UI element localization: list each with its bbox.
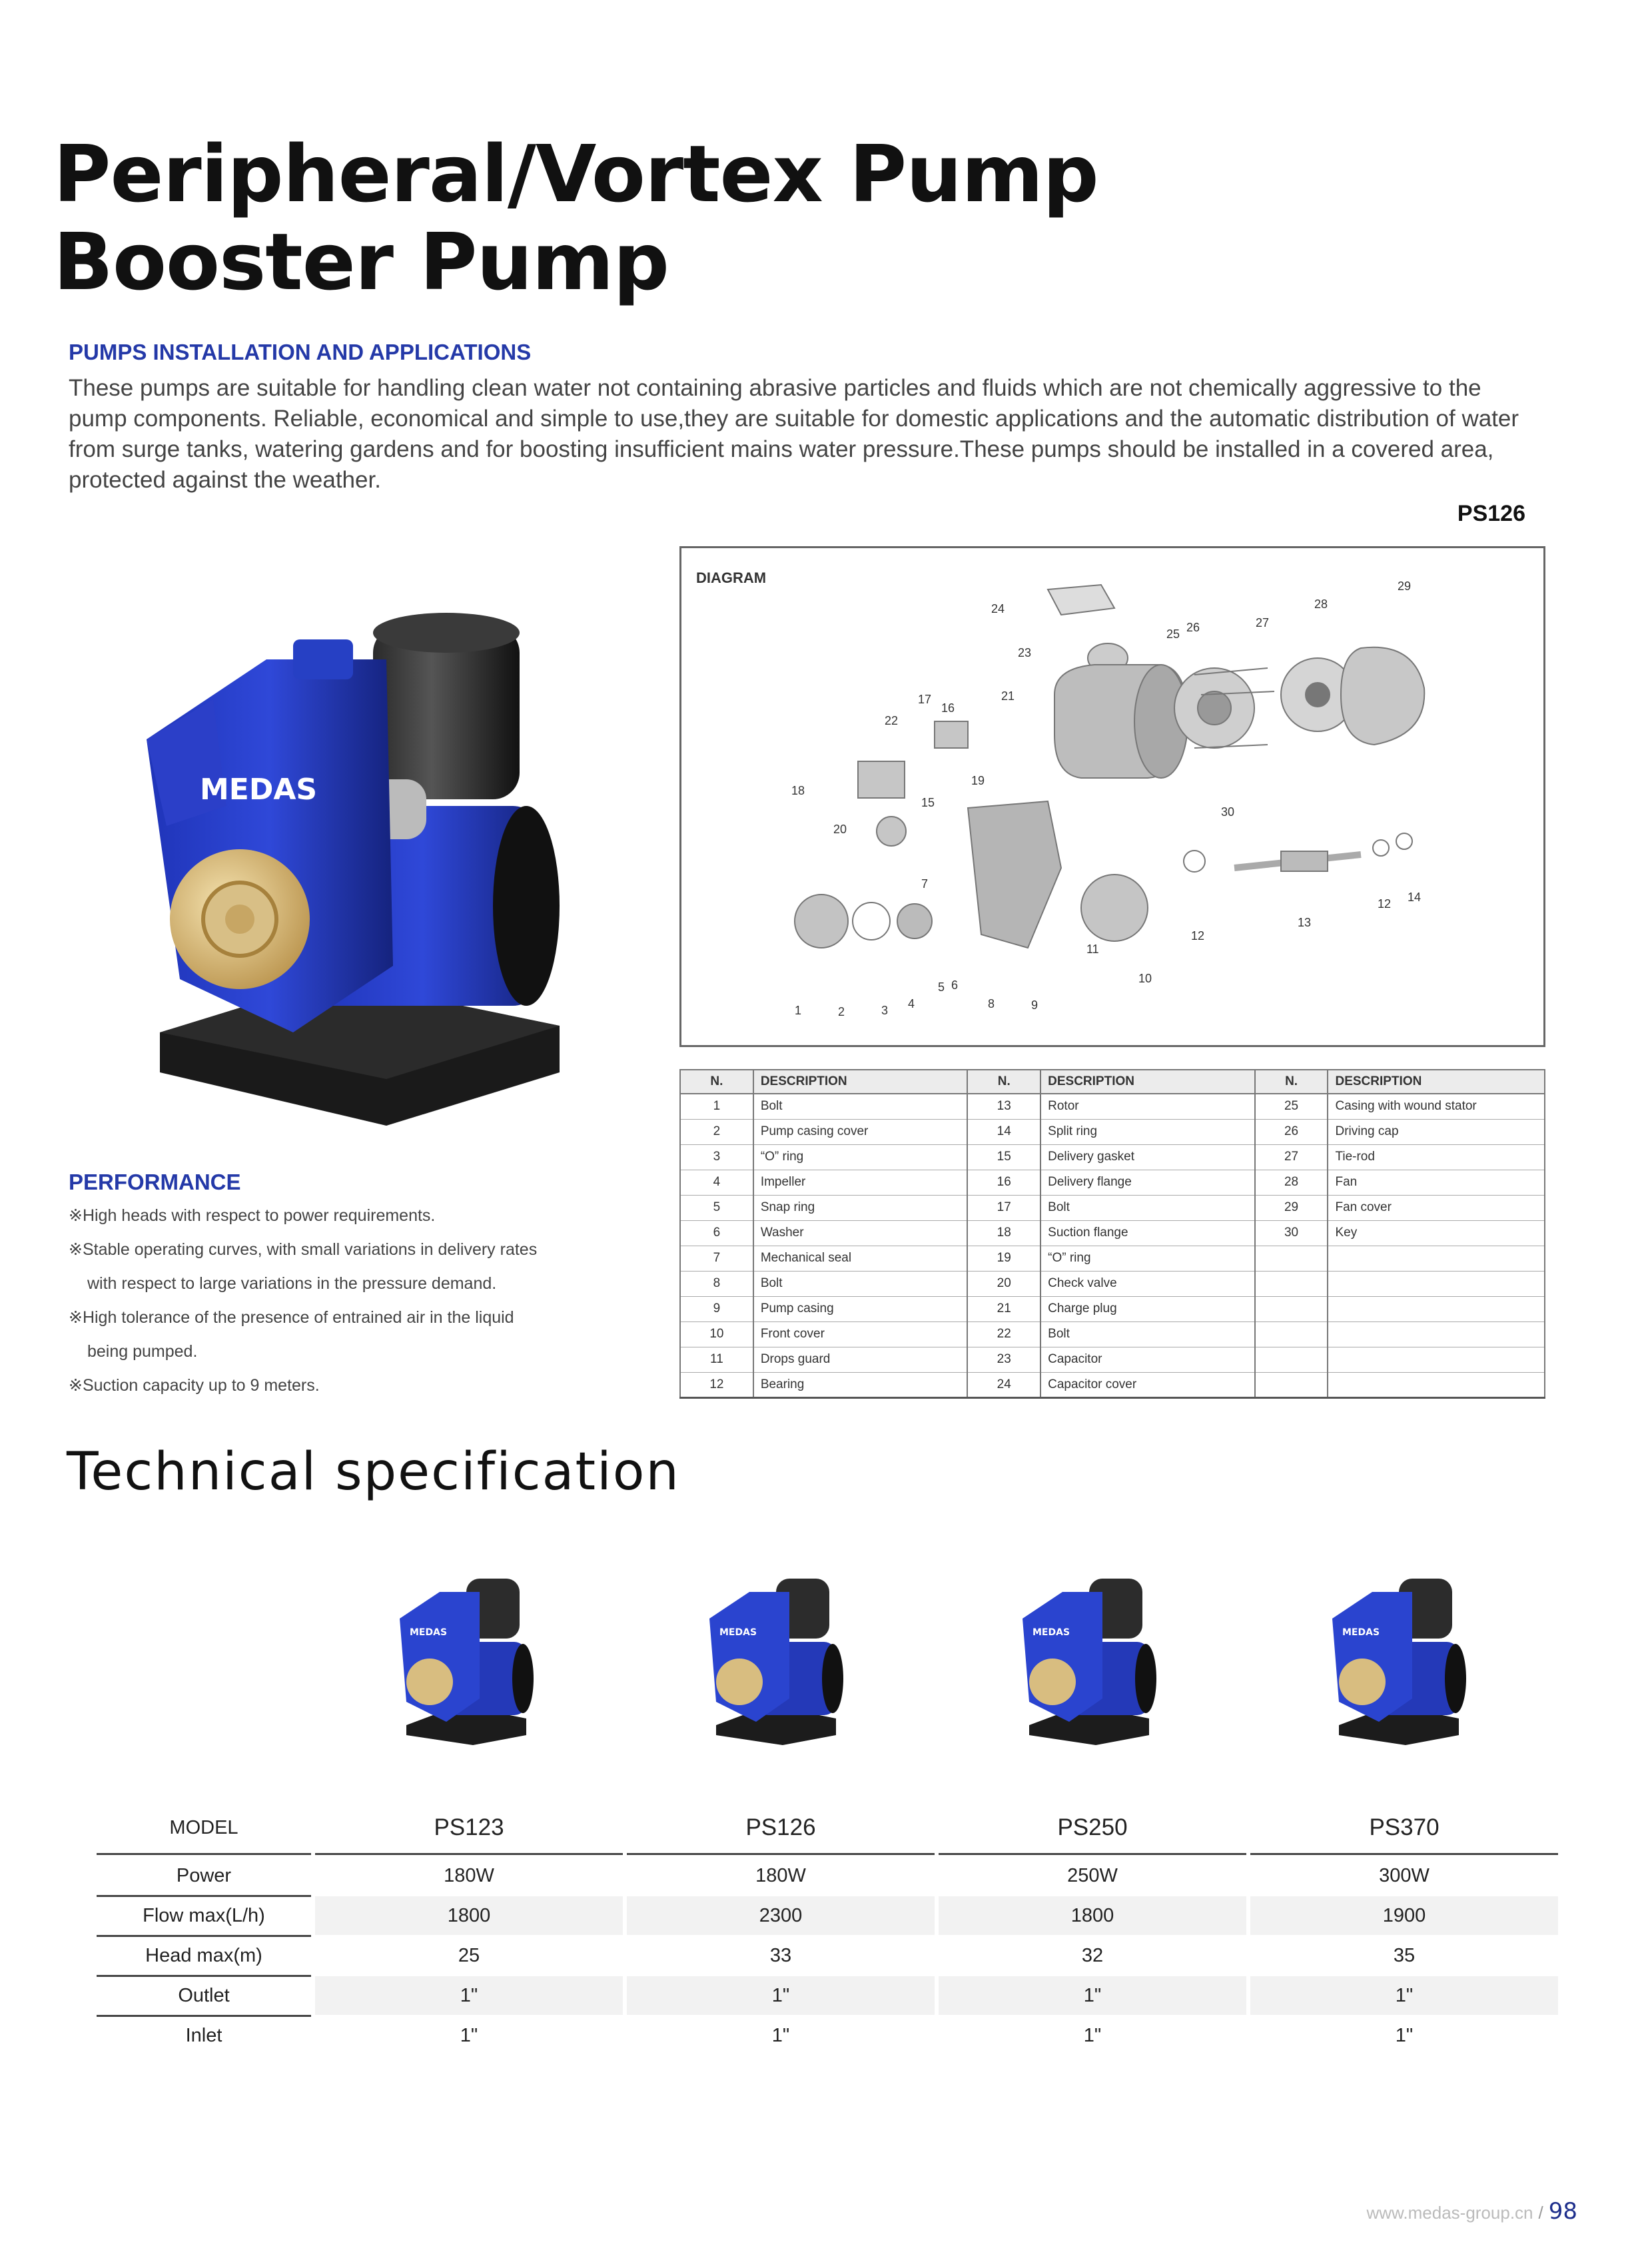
part-description: Bolt: [753, 1094, 968, 1119]
part-description: Charge plug: [1040, 1296, 1255, 1321]
part-number: 30: [1255, 1220, 1328, 1246]
divider: [97, 1853, 311, 1855]
spec-value: 180W: [444, 1864, 494, 1886]
part-number: [1255, 1347, 1328, 1372]
spec-value: 2300: [627, 1896, 935, 1935]
part-description: “O” ring: [753, 1144, 968, 1170]
spec-row: [97, 1936, 1562, 1976]
spec-value: 1900: [1250, 1896, 1558, 1935]
part-description: [1328, 1296, 1545, 1321]
callout-5: 5: [938, 980, 945, 994]
part-description: Washer: [753, 1220, 968, 1246]
callout-18: 18: [791, 784, 805, 797]
callout-21: 21: [1001, 689, 1015, 703]
model-ps126: PS126: [745, 1814, 816, 1840]
spec-row: [97, 1976, 1562, 2016]
spec-row-label: Head max(m): [145, 1944, 262, 1966]
part-number: 23: [967, 1347, 1040, 1372]
callout-10: 10: [1138, 972, 1152, 985]
part-number: 15: [967, 1144, 1040, 1170]
divider: [1250, 1853, 1558, 1855]
svg-text:MEDAS: MEDAS: [410, 1627, 448, 1638]
model-ps370: PS370: [1369, 1814, 1440, 1840]
table-row: [680, 1246, 1545, 1271]
performance-list: [69, 1199, 615, 1403]
part-description: [1328, 1321, 1545, 1347]
model-ps123: PS123: [434, 1814, 504, 1840]
part-description: Casing with wound stator: [1328, 1094, 1545, 1119]
part-description: Capacitor cover: [1040, 1372, 1255, 1397]
callout-14: 14: [1408, 891, 1422, 904]
part-description: [1328, 1246, 1545, 1271]
spec-value: 1": [939, 1976, 1246, 2015]
spec-title: Technical specification: [67, 1442, 680, 1502]
part-number: [1255, 1321, 1328, 1347]
part-description: [1328, 1372, 1545, 1397]
title-line-1: Peripheral/Vortex Pump: [53, 128, 1098, 220]
spec-row-label: Outlet: [178, 1984, 230, 2006]
table-row: [680, 1321, 1545, 1347]
title-line-2: Booster Pump: [53, 216, 669, 308]
svg-text:MEDAS: MEDAS: [719, 1627, 757, 1638]
spec-value: 1": [1395, 2024, 1414, 2046]
exploded-view-drawing: [681, 548, 1543, 1045]
svg-text:MEDAS: MEDAS: [200, 773, 318, 807]
spec-value: 250W: [1067, 1864, 1118, 1886]
pump-thumbnail-ps250: [1016, 1572, 1162, 1745]
part-description: Suction flange: [1040, 1220, 1255, 1246]
table-row: [680, 1271, 1545, 1296]
part-number: 2: [680, 1119, 753, 1144]
part-number: [1255, 1296, 1328, 1321]
callout-1: 1: [795, 1004, 802, 1017]
part-number: [1255, 1246, 1328, 1271]
spec-value: 1": [627, 1976, 935, 2015]
installation-heading: PUMPS INSTALLATION AND APPLICATIONS: [69, 340, 532, 364]
col-header: N.: [1255, 1070, 1328, 1094]
footer-url[interactable]: www.medas-group.cn: [1366, 2203, 1533, 2223]
spec-value: 300W: [1379, 1864, 1430, 1886]
callout-30: 30: [1221, 805, 1235, 819]
part-description: Key: [1328, 1220, 1545, 1246]
part-number: 1: [680, 1094, 753, 1119]
table-row: [680, 1220, 1545, 1246]
exploded-diagram: [679, 546, 1545, 1047]
pump-photo: [133, 606, 586, 1126]
part-number: 12: [680, 1372, 753, 1397]
table-row: [680, 1119, 1545, 1144]
part-description: Rotor: [1040, 1094, 1255, 1119]
callout-20: 20: [833, 823, 847, 836]
spec-value: 33: [769, 1944, 792, 1966]
part-number: 18: [967, 1220, 1040, 1246]
callout-6: 6: [951, 978, 959, 992]
callout-25: 25: [1166, 627, 1180, 641]
spec-value: 180W: [755, 1864, 806, 1886]
part-description: “O” ring: [1040, 1246, 1255, 1271]
callout-23: 23: [1018, 646, 1032, 659]
installation-text: These pumps are suitable for handling clean water not containing abrasive particles and fluids which are not chemically aggressive to the pump components. Reliable, economical and simple to use,they are suitable for domestic applications and the automatic distribution of water from surge tanks, watering gardens and for boosting insufficient mains water pressure.These pumps should be installed in a covered area, protected against the weather.: [69, 375, 1519, 493]
part-description: Fan: [1328, 1170, 1545, 1195]
part-description: Front cover: [753, 1321, 968, 1347]
part-number: 4: [680, 1170, 753, 1195]
spec-row-label: Inlet: [185, 2024, 222, 2046]
performance-item: ※Suction capacity up to 9 meters.: [69, 1376, 320, 1395]
part-number: 11: [680, 1347, 753, 1372]
part-number: 20: [967, 1271, 1040, 1296]
spec-value: 1": [1083, 2024, 1102, 2046]
part-description: Impeller: [753, 1170, 968, 1195]
spec-value: 1": [1250, 1976, 1558, 2015]
part-number: 16: [967, 1170, 1040, 1195]
part-description: Delivery gasket: [1040, 1144, 1255, 1170]
part-description: Bearing: [753, 1372, 968, 1397]
col-header: DESCRIPTION: [1040, 1070, 1255, 1094]
part-number: 25: [1255, 1094, 1328, 1119]
table-row: [680, 1195, 1545, 1220]
page-number: 98: [1548, 2198, 1577, 2225]
part-description: Split ring: [1040, 1119, 1255, 1144]
part-number: 8: [680, 1271, 753, 1296]
page-title: [53, 130, 1098, 306]
performance-item: ※High heads with respect to power requirements.: [69, 1206, 436, 1225]
spec-header-row: [97, 1808, 1562, 1848]
spec-row-label: Flow max(L/h): [143, 1904, 265, 1926]
part-number: 28: [1255, 1170, 1328, 1195]
part-description: Fan cover: [1328, 1195, 1545, 1220]
model-ps250: PS250: [1057, 1814, 1128, 1840]
performance-item: ※High tolerance of the presence of entrained air in the liquid being pumped.: [69, 1308, 514, 1361]
divider: [627, 1853, 935, 1855]
spec-value: 1": [315, 1976, 623, 2015]
table-row: [680, 1347, 1545, 1372]
part-description: Capacitor: [1040, 1347, 1255, 1372]
part-number: 3: [680, 1144, 753, 1170]
part-description: Delivery flange: [1040, 1170, 1255, 1195]
callout-22: 22: [885, 714, 899, 727]
model-tag: PS126: [1457, 501, 1525, 526]
part-number: 29: [1255, 1195, 1328, 1220]
divider: [939, 1853, 1246, 1855]
spec-row: [97, 1856, 1562, 1896]
pump-thumbnail-ps370: [1326, 1572, 1472, 1745]
part-description: Mechanical seal: [753, 1246, 968, 1271]
table-row: [680, 1170, 1545, 1195]
page-footer: [1367, 2198, 1578, 2225]
callout-12b: 12: [1378, 897, 1392, 911]
spec-value: 1": [771, 2024, 790, 2046]
callout-17: 17: [918, 693, 932, 706]
parts-table-header: [680, 1070, 1545, 1094]
part-description: Bolt: [753, 1271, 968, 1296]
part-description: Driving cap: [1328, 1119, 1545, 1144]
part-description: Snap ring: [753, 1195, 968, 1220]
callout-27: 27: [1256, 616, 1270, 629]
callout-13: 13: [1298, 916, 1312, 929]
callout-4: 4: [908, 997, 915, 1010]
spec-value: 1800: [939, 1896, 1246, 1935]
spec-value: 1": [460, 2024, 478, 2046]
part-description: [1328, 1271, 1545, 1296]
part-number: 17: [967, 1195, 1040, 1220]
callout-2: 2: [838, 1005, 845, 1018]
parts-table: [679, 1069, 1545, 1399]
svg-text:MEDAS: MEDAS: [1032, 1627, 1070, 1638]
table-row: [680, 1094, 1545, 1119]
col-header: N.: [680, 1070, 753, 1094]
footer-separator: /: [1538, 2203, 1543, 2223]
part-description: Pump casing cover: [753, 1119, 968, 1144]
part-number: 22: [967, 1321, 1040, 1347]
callout-12a: 12: [1191, 929, 1205, 942]
part-number: 6: [680, 1220, 753, 1246]
part-description: [1328, 1347, 1545, 1372]
diagram-label: DIAGRAM: [696, 569, 767, 586]
part-number: 21: [967, 1296, 1040, 1321]
spec-value: 35: [1393, 1944, 1416, 1966]
col-header: N.: [967, 1070, 1040, 1094]
callout-29: 29: [1398, 579, 1412, 593]
part-description: Drops guard: [753, 1347, 968, 1372]
part-number: [1255, 1372, 1328, 1397]
part-number: 10: [680, 1321, 753, 1347]
svg-text:MEDAS: MEDAS: [1342, 1627, 1380, 1638]
callout-26: 26: [1186, 621, 1200, 634]
spec-row: [97, 2016, 1562, 2056]
part-number: 19: [967, 1246, 1040, 1271]
part-description: Tie-rod: [1328, 1144, 1545, 1170]
callout-19: 19: [971, 774, 985, 787]
part-number: 26: [1255, 1119, 1328, 1144]
performance-item: ※Stable operating curves, with small variations in delivery rates with respect to large variations in the pressure demand.: [69, 1240, 538, 1293]
divider: [315, 1853, 623, 1855]
callout-8: 8: [988, 997, 995, 1010]
pump-thumbnail-ps126: [703, 1572, 849, 1745]
spec-row-label: Power: [176, 1864, 232, 1886]
part-number: [1255, 1271, 1328, 1296]
col-header: DESCRIPTION: [753, 1070, 968, 1094]
callout-16: 16: [941, 701, 955, 715]
callout-9: 9: [1031, 998, 1038, 1012]
part-description: Pump casing: [753, 1296, 968, 1321]
part-number: 7: [680, 1246, 753, 1271]
part-number: 27: [1255, 1144, 1328, 1170]
spec-value: 1800: [315, 1896, 623, 1935]
part-description: Bolt: [1040, 1321, 1255, 1347]
table-row: [680, 1144, 1545, 1170]
callout-7: 7: [921, 877, 929, 891]
table-row: [680, 1372, 1545, 1397]
part-number: 5: [680, 1195, 753, 1220]
part-description: Bolt: [1040, 1195, 1255, 1220]
spec-value: 32: [1081, 1944, 1104, 1966]
part-number: 24: [967, 1372, 1040, 1397]
part-number: 9: [680, 1296, 753, 1321]
performance-heading: PERFORMANCE: [69, 1170, 241, 1194]
part-number: 13: [967, 1094, 1040, 1119]
model-label: MODEL: [169, 1816, 238, 1838]
callout-28: 28: [1314, 597, 1328, 611]
part-description: Check valve: [1040, 1271, 1255, 1296]
callout-11: 11: [1086, 942, 1099, 956]
pump-thumbnail-ps123: [393, 1572, 540, 1745]
spec-row: [97, 1896, 1562, 1936]
callout-15: 15: [921, 796, 935, 809]
col-header: DESCRIPTION: [1328, 1070, 1545, 1094]
callout-3: 3: [881, 1004, 889, 1017]
callout-24: 24: [991, 602, 1005, 615]
spec-value: 25: [458, 1944, 480, 1966]
part-number: 14: [967, 1119, 1040, 1144]
table-row: [680, 1296, 1545, 1321]
